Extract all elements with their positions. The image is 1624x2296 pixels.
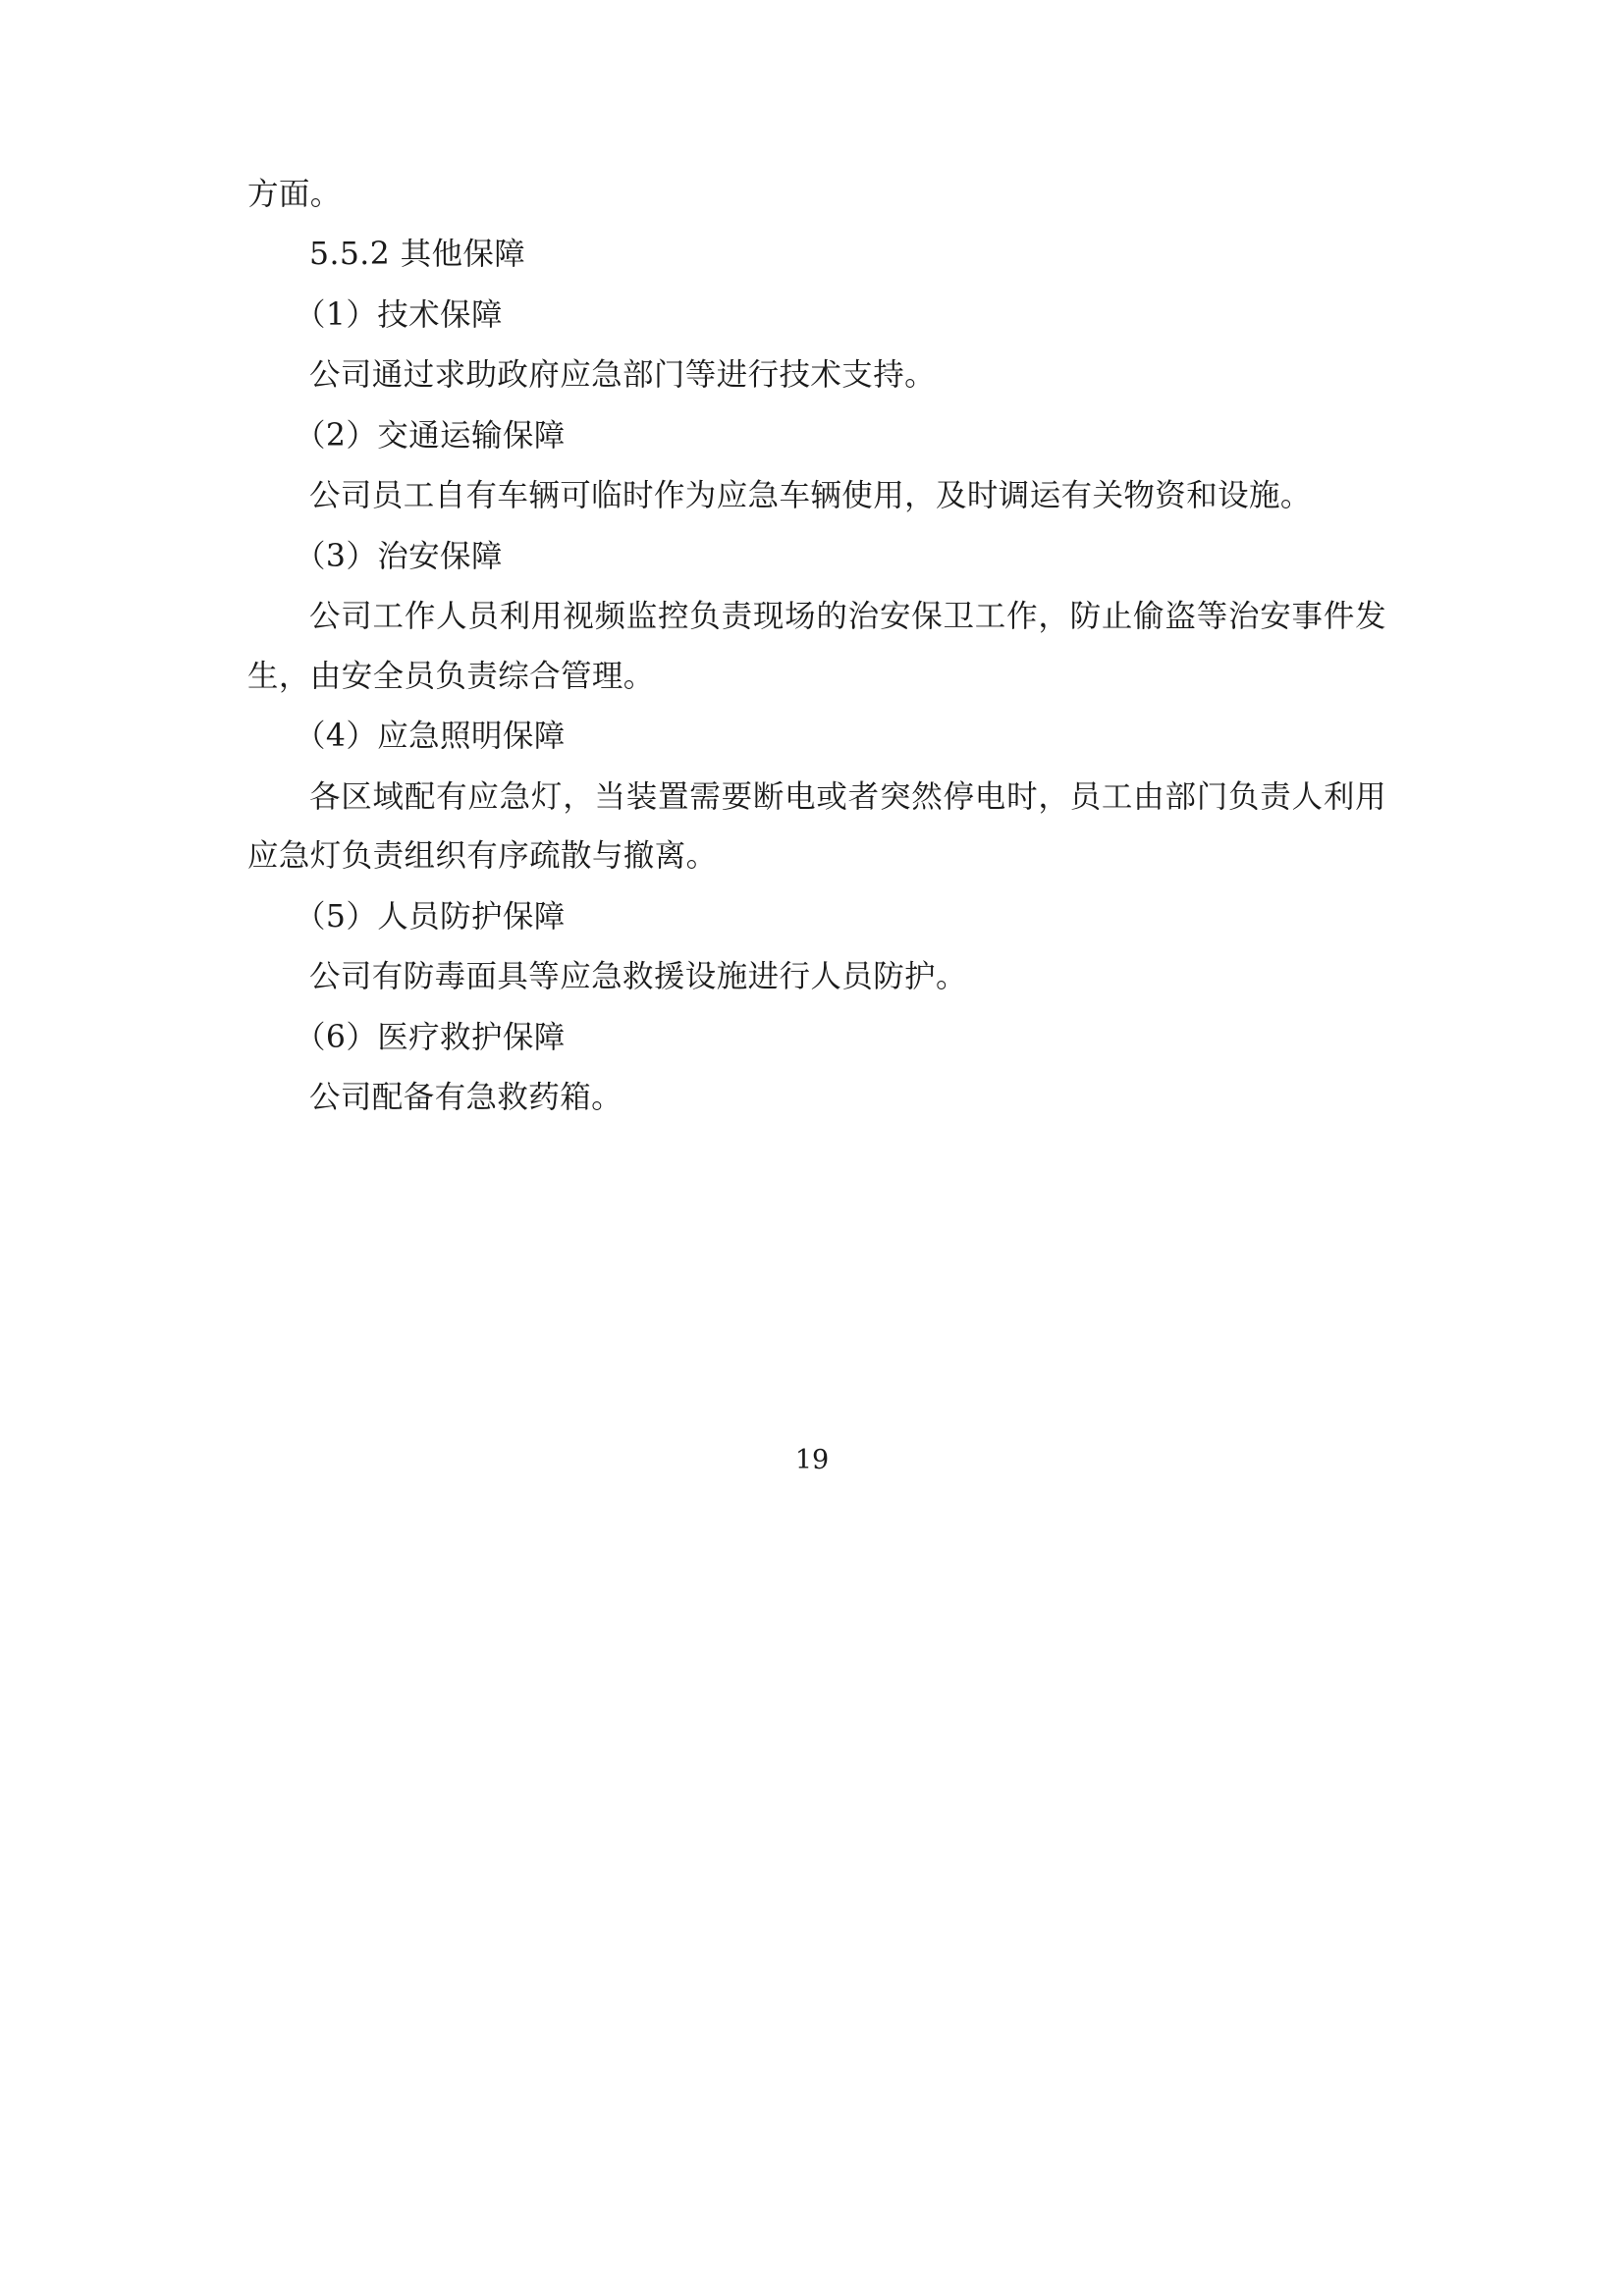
- list-item-label-3: （3）治安保障: [295, 538, 503, 574]
- list-item-label-1: （1）技术保障: [295, 296, 503, 333]
- list-item-label-5: （5）人员防护保障: [295, 898, 566, 934]
- list-item-body-3: 公司工作人员利用视频监控负责现场的治安保卫工作，防止偷盗等治安事件发生，由安全员负责综合管理。: [247, 599, 1386, 694]
- list-item-body-1: 公司通过求助政府应急部门等进行技术支持。: [309, 357, 937, 394]
- list-item-label-4: （4）应急照明保障: [295, 719, 566, 755]
- paragraph-continuation: 方面。: [247, 177, 342, 212]
- page-body: [247, 165, 1386, 1129]
- list-item-label-6: （6）医疗救护保障: [295, 1019, 566, 1055]
- list-item-body-4: 各区域配有应急灯，当装置需要断电或者突然停电时，员工由部门负责人利用应急灯负责组织有序疏散与撤离。: [247, 778, 1386, 875]
- page-number: 19: [794, 1445, 830, 1475]
- list-item-body-5: 公司有防毒面具等应急救援设施进行人员防护。: [309, 959, 967, 995]
- list-item-label-2: （2）交通运输保障: [295, 417, 566, 454]
- list-item-body-2: 公司员工自有车辆可临时作为应急车辆使用，及时调运有关物资和设施。: [309, 478, 1312, 514]
- list-item-body-6: 公司配备有急救药箱。: [309, 1080, 623, 1116]
- section-heading-5-5-2: 5.5.2 其他保障: [309, 237, 526, 273]
